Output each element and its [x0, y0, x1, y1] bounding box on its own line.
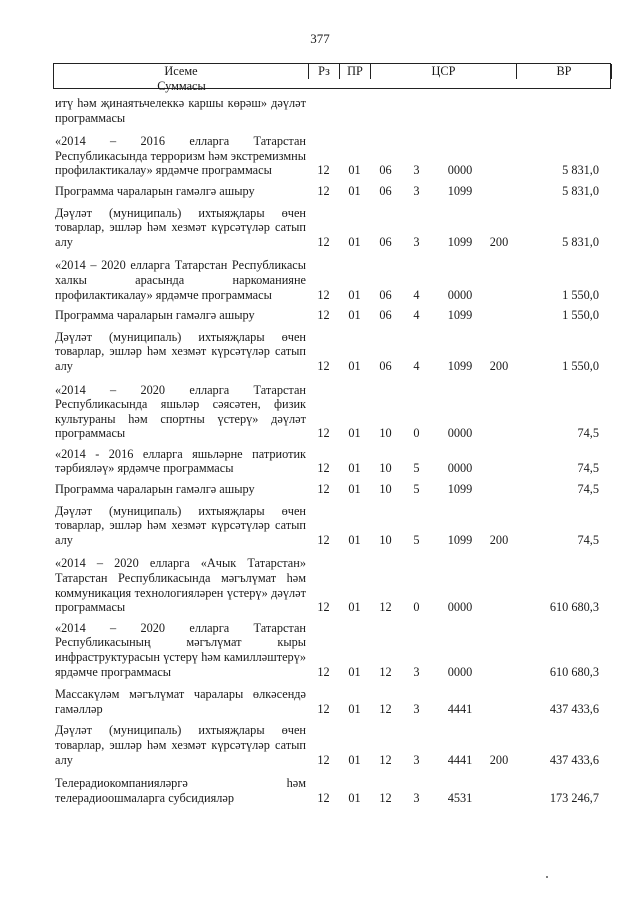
row-name: «2014 - 2016 елларга яшьләрне патриотик тәрбияләү» ярдәмче программасы: [55, 446, 306, 476]
table-row: [53, 776, 611, 805]
row-name: «2014 – 2020 елларга «Ачык Татарстан» Татарстан Республикасында мәгълүмат һәм коммуникация технологияләрен үстерү» дәүләт программасы: [55, 556, 306, 615]
row-name: итү һәм җинаятьчелеккә каршы көрәш» дәүләт программасы: [55, 96, 306, 125]
row-rz: 12: [317, 163, 330, 178]
row-pr: 01: [348, 163, 361, 178]
row-name: Дәүләт (муниципаль) ихтыяҗлары өчен товарлар, эшләр һәм хезмәт күрсәтүләр сатып алу: [55, 329, 306, 373]
table-row: [53, 621, 611, 679]
row-csr-2: 5: [413, 532, 420, 547]
row-csr-3: 1099: [447, 358, 473, 373]
row-csr-3: 0000: [447, 664, 473, 679]
table-header: [53, 63, 611, 93]
row-rz: 12: [317, 752, 330, 767]
row-csr-1: 06: [379, 183, 392, 198]
page-number: 377: [310, 31, 330, 46]
row-pr: 01: [348, 358, 361, 373]
row-sum: 5 831,0: [562, 183, 599, 198]
row-csr-3: 1099: [447, 532, 473, 547]
row-sum: 173 246,7: [549, 790, 599, 805]
row-csr-2: 3: [413, 234, 420, 249]
row-pr: 01: [348, 426, 361, 441]
row-csr-1: 12: [379, 701, 392, 716]
row-csr-1: 10: [379, 426, 392, 441]
row-csr-3: 0000: [447, 600, 473, 615]
row-sum: 1 550,0: [562, 287, 599, 302]
row-csr-2: 5: [413, 461, 420, 476]
row-csr-3: 4441: [447, 752, 473, 767]
row-csr-2: 3: [413, 183, 420, 198]
row-rz: 12: [317, 701, 330, 716]
row-name: «2014 – 2020 елларга Татарстан Республикасының мәгълүмат кыры инфраструктурасын үстерү һәм камилләштерү» ярдәмче программасы: [55, 620, 306, 679]
table-body: [53, 96, 611, 805]
row-name: Дәүләт (муниципаль) ихтыяҗлары өчен товарлар, эшләр һәм хезмәт күрсәтүләр сатып алу: [55, 205, 306, 249]
table-row: [53, 96, 611, 125]
row-csr-1: 06: [379, 287, 392, 302]
row-sum: 5 831,0: [562, 234, 599, 249]
row-csr-1: 12: [379, 664, 392, 679]
row-pr: 01: [348, 308, 361, 323]
row-csr-1: 06: [379, 163, 392, 178]
row-pr: 01: [348, 461, 361, 476]
row-name: Массакүләм мәгълүмат чаралары өлкәсендә гамәлләр: [55, 687, 306, 716]
row-name: «2014 – 2016 елларга Татарстан Республикасында терроризм һәм экстремизмны профилактикалау» ярдәмче программасы: [55, 134, 306, 178]
row-csr-3: 0000: [447, 461, 473, 476]
row-name: Дәүләт (муниципаль) ихтыяҗлары өчен товарлар, эшләр һәм хезмәт күрсәтүләр сатып алу: [55, 723, 306, 767]
row-pr: 01: [348, 701, 361, 716]
row-csr-2: 5: [413, 482, 420, 497]
table-row: [53, 482, 611, 497]
table-row: [53, 687, 611, 716]
row-name: Программа чараларын гамәлгә ашыру: [55, 482, 255, 497]
row-sum: 74,5: [577, 482, 599, 497]
row-sum: 437 433,6: [549, 701, 599, 716]
row-name: Дәүләт (муниципаль) ихтыяҗлары өчен товарлар, эшләр һәм хезмәт күрсәтүләр сатып алу: [55, 503, 306, 547]
row-csr-1: 10: [379, 461, 392, 476]
row-sum: 74,5: [577, 532, 599, 547]
row-vr: 200: [489, 358, 509, 373]
row-name: «2014 – 2020 елларга Татарстан Республикасында яшьләр сәясәтен, физик культураны һәм спортны үстерү» дәүләт программасы: [55, 382, 306, 441]
header-pr: ПР: [340, 64, 371, 79]
table-row: [53, 447, 611, 476]
table-row: [53, 330, 611, 374]
row-pr: 01: [348, 752, 361, 767]
row-csr-2: 3: [413, 664, 420, 679]
row-sum: 610 680,3: [549, 664, 599, 679]
table-row: [53, 556, 611, 614]
row-csr-3: 4531: [447, 790, 473, 805]
row-vr: 200: [489, 234, 509, 249]
row-sum: 1 550,0: [562, 308, 599, 323]
row-sum: 74,5: [577, 426, 599, 441]
row-rz: 12: [317, 358, 330, 373]
row-csr-3: 0000: [447, 163, 473, 178]
row-rz: 12: [317, 308, 330, 323]
row-csr-1: 12: [379, 790, 392, 805]
row-name: «2014 – 2020 елларга Татарстан Республикасы халкы арасында наркоманияне профилактикалау» ярдәмче программасы: [55, 258, 306, 302]
table-row: [53, 723, 611, 767]
row-rz: 12: [317, 234, 330, 249]
row-vr: 200: [489, 532, 509, 547]
row-csr-2: 0: [413, 426, 420, 441]
row-rz: 12: [317, 532, 330, 547]
row-rz: 12: [317, 600, 330, 615]
table-row: [53, 258, 611, 302]
row-csr-2: 3: [413, 790, 420, 805]
row-csr-2: 3: [413, 752, 420, 767]
row-rz: 12: [317, 790, 330, 805]
row-vr: 200: [489, 752, 509, 767]
row-csr-2: 4: [413, 308, 420, 323]
row-csr-1: 12: [379, 752, 392, 767]
row-sum: 610 680,3: [549, 600, 599, 615]
row-rz: 12: [317, 426, 330, 441]
scan-speck: [546, 876, 548, 878]
row-sum: 5 831,0: [562, 163, 599, 178]
row-rz: 12: [317, 287, 330, 302]
row-csr-2: 4: [413, 287, 420, 302]
row-csr-3: 1099: [447, 234, 473, 249]
row-csr-3: 1099: [447, 308, 473, 323]
row-pr: 01: [348, 234, 361, 249]
row-pr: 01: [348, 183, 361, 198]
row-pr: 01: [348, 532, 361, 547]
row-pr: 01: [348, 600, 361, 615]
header-sum: Суммасы: [157, 78, 206, 93]
row-csr-3: 0000: [447, 426, 473, 441]
header-rz: Рз: [309, 64, 340, 79]
row-csr-1: 06: [379, 234, 392, 249]
table-row: [53, 383, 611, 441]
row-rz: 12: [317, 664, 330, 679]
table-row: [53, 206, 611, 250]
table-row: [53, 134, 611, 178]
row-csr-2: 3: [413, 163, 420, 178]
row-name: Программа чараларын гамәлгә ашыру: [55, 183, 255, 198]
row-csr-1: 06: [379, 308, 392, 323]
row-pr: 01: [348, 287, 361, 302]
header-vr: ВР: [517, 64, 612, 79]
row-pr: 01: [348, 482, 361, 497]
row-csr-1: 06: [379, 358, 392, 373]
row-pr: 01: [348, 790, 361, 805]
row-csr-2: 0: [413, 600, 420, 615]
row-csr-1: 10: [379, 482, 392, 497]
table-row: [53, 504, 611, 548]
row-csr-3: 0000: [447, 287, 473, 302]
row-csr-2: 4: [413, 358, 420, 373]
row-sum: 437 433,6: [549, 752, 599, 767]
table-row: [53, 308, 611, 323]
row-csr-1: 12: [379, 600, 392, 615]
row-sum: 74,5: [577, 461, 599, 476]
table-row: [53, 184, 611, 199]
row-name: Телерадиокомпанияләргә һәм телерадиоошмаларга субсидияләр: [55, 776, 306, 805]
row-csr-3: 1099: [447, 482, 473, 497]
row-rz: 12: [317, 482, 330, 497]
budget-table: [53, 63, 611, 805]
row-sum: 1 550,0: [562, 358, 599, 373]
header-name: Исеме: [54, 64, 309, 79]
row-csr-1: 10: [379, 532, 392, 547]
row-csr-3: 4441: [447, 701, 473, 716]
row-pr: 01: [348, 664, 361, 679]
row-name: Программа чараларын гамәлгә ашыру: [55, 308, 255, 323]
row-rz: 12: [317, 183, 330, 198]
header-csr: ЦСР: [371, 64, 517, 79]
row-csr-3: 1099: [447, 183, 473, 198]
row-rz: 12: [317, 461, 330, 476]
row-csr-2: 3: [413, 701, 420, 716]
